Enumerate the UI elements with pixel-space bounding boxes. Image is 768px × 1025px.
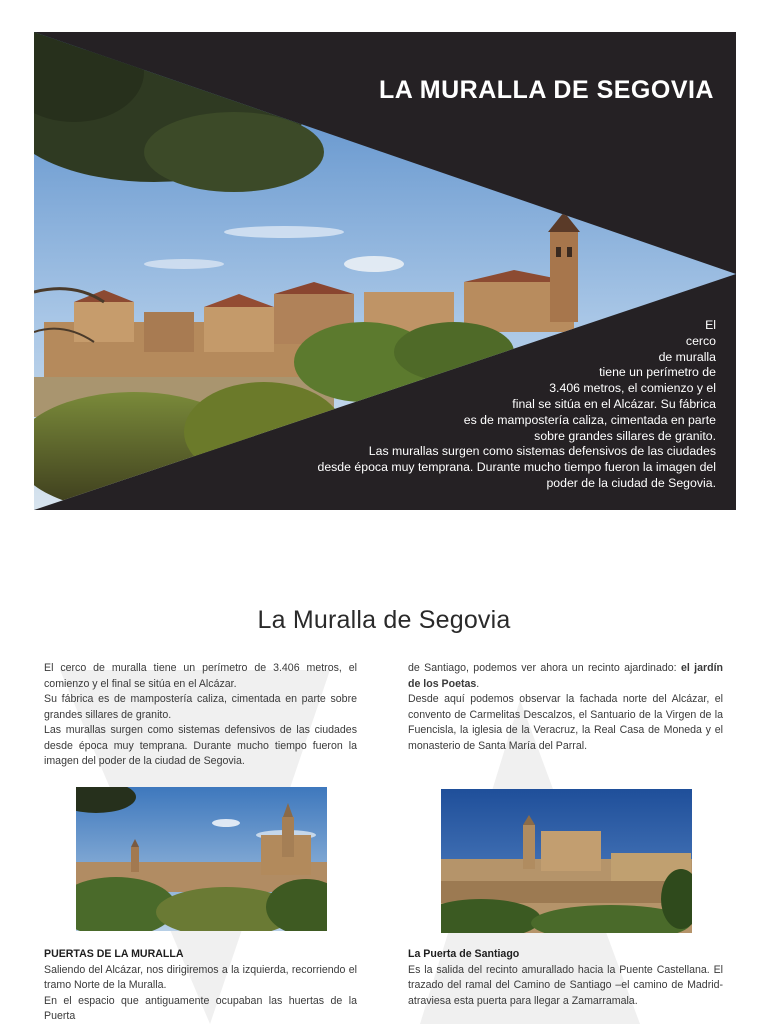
hero-line: desde época muy temprana. Durante mucho tiempo fueron la imagen del: [317, 460, 716, 475]
text-span: .: [476, 677, 480, 690]
photo-cathedral-landscape: [76, 787, 327, 931]
page-title: La Muralla de Segovia: [257, 606, 511, 634]
highlight-text: el jardín de los Poetas: [408, 662, 723, 690]
paragraph: [408, 661, 723, 692]
hero-line: cerco: [685, 333, 716, 348]
paragraph: Es la salida del recinto amurallado hacia la Puente Castellana. El trazado del ramal del Camino de Santiago –el camino de Madrid- atraviesa esta puerta para llegar a Zamarramala.: [408, 963, 723, 1007]
paragraph: Su fábrica es de mampostería caliza, cimentada en parte sobre grandes sillares de granito.: [44, 693, 357, 721]
hero-line: 3.406 metros, el comienzo y el: [549, 381, 716, 396]
hero-line: tiene un perímetro de: [599, 365, 716, 380]
photo-segovia-hill: [441, 789, 692, 933]
hero-line: El: [705, 318, 716, 332]
paragraph: El cerco de muralla tiene un perímetro de 3.406 metros, el comienzo y el final se sitúa en el Alcázar.: [44, 662, 357, 690]
paragraph: Saliendo del Alcázar, nos dirigiremos a la izquierda, recorriendo el tramo Norte de la Muralla.: [44, 963, 357, 991]
paragraph: En el espacio que antiguamente ocupaban las huertas de la Puerta: [44, 994, 357, 1022]
section-heading: PUERTAS DE LA MURALLA: [44, 948, 184, 960]
paragraph: Desde aquí podemos observar la fachada norte del Alcázar, el convento de Carmelitas Descalzos, el Santuario de la Virgen de la Fuencisla, la iglesia de la Veracruz, la Real Casa de Moneda y el monasterio de Santa María del Parral.: [408, 693, 723, 752]
section-puerta-santiago: [408, 947, 723, 1009]
hero-line: sobre grandes sillares de granito.: [534, 428, 716, 443]
section-puertas: [44, 947, 357, 1025]
hero-line: final se sitúa en el Alcázar. Su fábrica: [512, 396, 716, 411]
hero-description: [296, 318, 716, 492]
section-heading: La Puerta de Santiago: [408, 948, 520, 960]
hero-line: poder de la ciudad de Segovia.: [546, 475, 716, 490]
intro-right-column: [408, 661, 723, 754]
hero-line: es de mampostería caliza, cimentada en parte: [463, 412, 716, 427]
text-span: de Santiago, podemos ver ahora un recinto ajardinado:: [408, 662, 681, 674]
hero-title: LA MURALLA DE SEGOVIA: [378, 76, 714, 104]
hero-banner: [34, 32, 736, 510]
hero-line: Las murallas surgen como sistemas defensivos de las ciudades: [368, 444, 716, 459]
hero-line: de muralla: [658, 349, 716, 364]
intro-left-column: [44, 661, 357, 770]
paragraph: Las murallas surgen como sistemas defensivos de las ciudades desde época muy temprana. Durante mucho tiempo fueron la imagen del poder de la ciudad de Segovia.: [44, 724, 357, 767]
